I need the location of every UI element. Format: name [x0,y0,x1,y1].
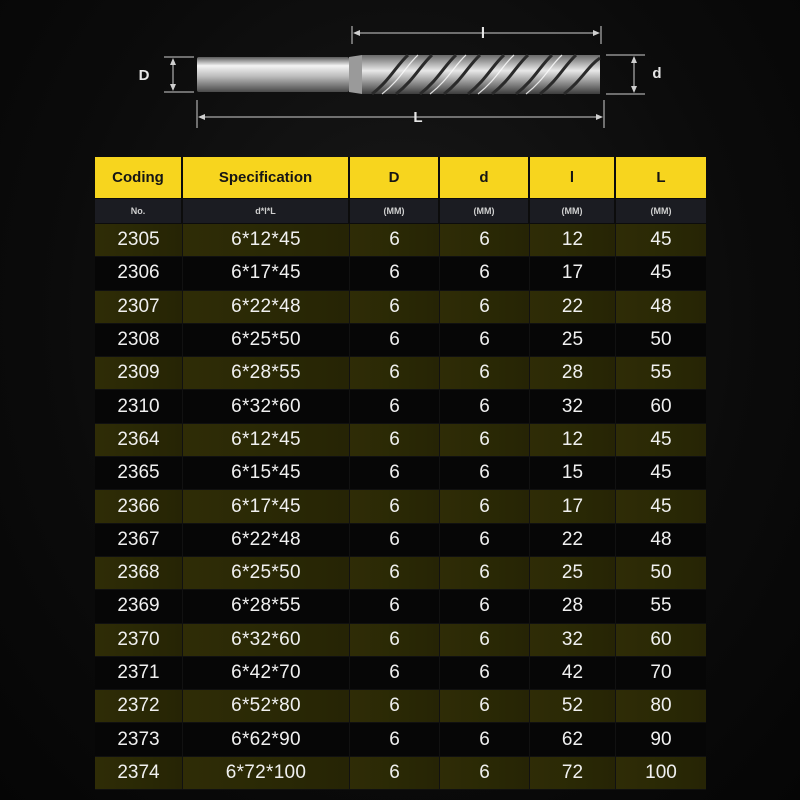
cell-l: 52 [530,690,616,723]
cell-d: 6 [440,257,530,290]
table-row [95,524,706,557]
cell-L: 100 [616,757,706,790]
cell-specification: 6*12*45 [183,224,350,257]
cell-coding: 2368 [95,557,183,590]
cell-d: 6 [440,757,530,790]
cell-D: 6 [350,424,440,457]
cell-specification: 6*62*90 [183,723,350,756]
flute-transition [349,55,362,94]
dim-label-L: L [413,109,423,126]
table-row [95,424,706,457]
cell-d: 6 [440,424,530,457]
cell-specification: 6*15*45 [183,457,350,490]
table-row [95,557,706,590]
cell-coding: 2370 [95,624,183,657]
cell-L: 70 [616,657,706,690]
table-row [95,490,706,523]
cell-L: 60 [616,390,706,423]
col-sub-L: (MM) [616,199,706,224]
cell-D: 6 [350,357,440,390]
cell-L: 55 [616,357,706,390]
cell-specification: 6*12*45 [183,424,350,457]
col-header-l: l [530,157,616,199]
col-sub-coding: No. [95,199,183,224]
dim-label-d: d [652,65,662,82]
cell-specification: 6*32*60 [183,624,350,657]
cell-specification: 6*52*80 [183,690,350,723]
col-header-D: D [350,157,440,199]
col-header-d: d [440,157,530,199]
cell-coding: 2305 [95,224,183,257]
table-row [95,457,706,490]
cell-coding: 2369 [95,590,183,623]
col-header-L: L [616,157,706,199]
table-row [95,257,706,290]
table-row [95,390,706,423]
cell-L: 50 [616,557,706,590]
cell-l: 42 [530,657,616,690]
cell-D: 6 [350,590,440,623]
table-row [95,590,706,623]
cell-d: 6 [440,490,530,523]
cell-D: 6 [350,224,440,257]
cell-D: 6 [350,291,440,324]
cell-d: 6 [440,324,530,357]
cell-l: 32 [530,390,616,423]
table-row [95,690,706,723]
table-row [95,224,706,257]
cell-d: 6 [440,657,530,690]
cell-coding: 2374 [95,757,183,790]
cell-L: 90 [616,723,706,756]
cell-l: 28 [530,357,616,390]
cell-d: 6 [440,690,530,723]
cell-D: 6 [350,390,440,423]
end-mill-illustration [197,55,600,94]
cell-L: 45 [616,224,706,257]
cell-coding: 2310 [95,390,183,423]
cell-D: 6 [350,257,440,290]
cell-l: 15 [530,457,616,490]
end-mill-diagram [0,0,800,150]
cell-coding: 2372 [95,690,183,723]
subheader-row [95,199,706,224]
cell-L: 45 [616,424,706,457]
cell-d: 6 [440,557,530,590]
col-header-specification: Specification [183,157,350,199]
cell-coding: 2367 [95,524,183,557]
cell-D: 6 [350,723,440,756]
cell-l: 22 [530,291,616,324]
table-row [95,657,706,690]
cell-L: 45 [616,457,706,490]
cell-l: 72 [530,757,616,790]
cell-d: 6 [440,390,530,423]
col-sub-d: (MM) [440,199,530,224]
fluted-section [362,55,600,94]
cell-D: 6 [350,657,440,690]
cell-d: 6 [440,357,530,390]
cell-specification: 6*42*70 [183,657,350,690]
cell-d: 6 [440,723,530,756]
cell-D: 6 [350,690,440,723]
table-row [95,291,706,324]
spec-table [95,157,706,790]
cell-coding: 2373 [95,723,183,756]
cell-l: 62 [530,723,616,756]
dim-label-l: l [480,25,486,42]
cell-D: 6 [350,457,440,490]
table-row [95,624,706,657]
cell-l: 32 [530,624,616,657]
cell-d: 6 [440,524,530,557]
cell-d: 6 [440,590,530,623]
cell-l: 17 [530,490,616,523]
cell-coding: 2371 [95,657,183,690]
cell-L: 80 [616,690,706,723]
cell-l: 25 [530,324,616,357]
col-sub-l: (MM) [530,199,616,224]
cell-specification: 6*28*55 [183,357,350,390]
cell-d: 6 [440,291,530,324]
cell-L: 48 [616,291,706,324]
table-row [95,324,706,357]
table-row [95,357,706,390]
cell-l: 25 [530,557,616,590]
cell-specification: 6*17*45 [183,490,350,523]
table-row [95,723,706,756]
table-row [95,757,706,790]
cell-L: 45 [616,257,706,290]
cell-specification: 6*28*55 [183,590,350,623]
cell-D: 6 [350,624,440,657]
cell-d: 6 [440,457,530,490]
cell-coding: 2364 [95,424,183,457]
cell-D: 6 [350,524,440,557]
col-sub-specification: d*l*L [183,199,350,224]
cell-specification: 6*25*50 [183,324,350,357]
cell-specification: 6*32*60 [183,390,350,423]
cell-coding: 2308 [95,324,183,357]
cell-L: 48 [616,524,706,557]
cell-coding: 2365 [95,457,183,490]
cell-specification: 6*25*50 [183,557,350,590]
spec-table-body [95,224,706,790]
cell-L: 45 [616,490,706,523]
cell-specification: 6*72*100 [183,757,350,790]
cell-coding: 2309 [95,357,183,390]
cell-L: 50 [616,324,706,357]
cell-l: 28 [530,590,616,623]
dim-label-D: D [138,67,150,84]
cell-l: 17 [530,257,616,290]
cell-coding: 2307 [95,291,183,324]
cell-D: 6 [350,757,440,790]
col-sub-D: (MM) [350,199,440,224]
cell-l: 12 [530,424,616,457]
cell-L: 60 [616,624,706,657]
shank [197,57,349,92]
cell-specification: 6*17*45 [183,257,350,290]
cell-D: 6 [350,490,440,523]
cell-coding: 2366 [95,490,183,523]
cell-specification: 6*22*48 [183,291,350,324]
cell-specification: 6*22*48 [183,524,350,557]
cell-coding: 2306 [95,257,183,290]
cell-l: 12 [530,224,616,257]
cell-d: 6 [440,624,530,657]
cell-l: 22 [530,524,616,557]
header-row [95,157,706,199]
cell-L: 55 [616,590,706,623]
cell-D: 6 [350,557,440,590]
col-header-coding: Coding [95,157,183,199]
cell-d: 6 [440,224,530,257]
cell-D: 6 [350,324,440,357]
